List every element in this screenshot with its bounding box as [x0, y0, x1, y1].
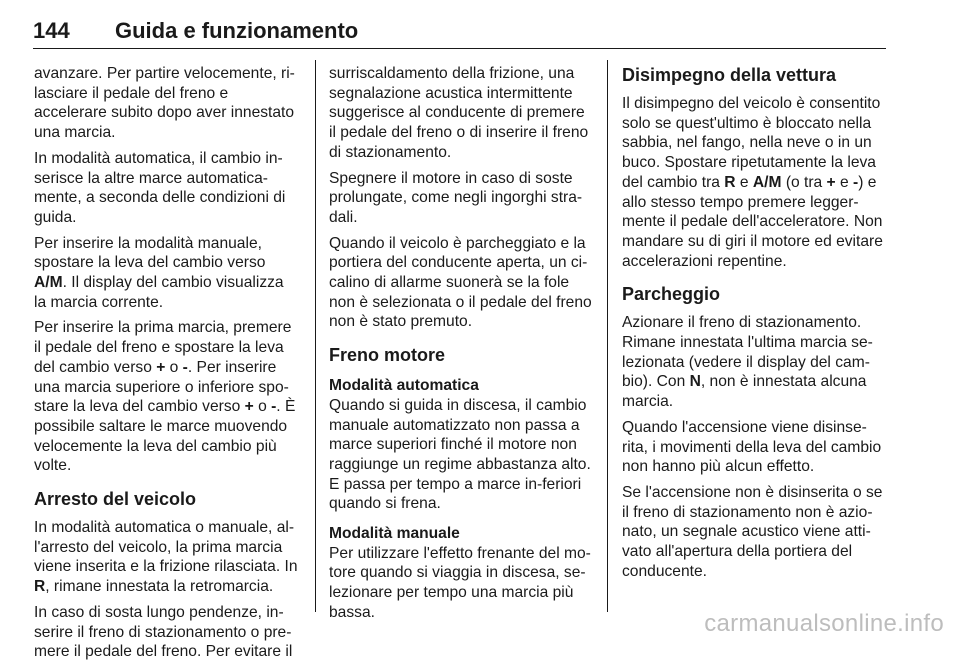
- paragraph: Spegnere il motore in caso di soste prolungate, come negli ingorghi stra-dali.: [329, 169, 583, 226]
- paragraph: Per inserire la prima marcia, premere il pedale del freno e spostare la leva del cambio verso + o -. Per inserire una marcia superiore o inferiore spo-stare la leva del cambio verso + o -. È possibile saltare le marce muovendo velocemente la leva del cambio più volte.: [34, 319, 296, 475]
- paragraph: Azionare il freno di stazionamento. Rimane innestata l'ultima marcia se-lezionata (vedere il display del cam-bio). Con N, non è innestata alcuna marcia.: [622, 314, 873, 411]
- subheading-modalita-manuale: Modalità manuale: [329, 525, 460, 543]
- paragraph: In modalità automatica o manuale, al-l'arresto del veicolo, la prima marcia viene inserita e la frizione rilasciata. In R, rimane innestata la retromarcia.: [34, 519, 298, 596]
- paragraph: Quando il veicolo è parcheggiato e la portiera del conducente aperta, un ci-calino di allarme suonerà se la fole non è selezionata o il pedale del freno non è stato premuto.: [329, 234, 592, 331]
- paragraph: avanzare. Per partire velocemente, ri-lasciare il pedale del freno e accelerare subito dopo aver innestato una marcia.: [34, 65, 295, 142]
- paragraph: Per utilizzare l'effetto frenante del mo-tore quando si viaggia in discesa, se-lezionare per tempo una marcia più bassa.: [329, 544, 591, 621]
- section-heading-freno-motore: Freno motore: [329, 345, 446, 366]
- page-title: Guida e funzionamento: [115, 18, 359, 43]
- column-divider: [607, 60, 608, 612]
- paragraph: In modalità automatica, il cambio in-serisce la altre marce automatica-mente, a seconda delle condizioni di guida.: [34, 149, 286, 226]
- paragraph: In caso di sosta lungo pendenze, in-serire il freno di stazionamento o pre-mere il pedale del freno. Per evitare il: [34, 603, 293, 661]
- column-divider: [315, 60, 316, 612]
- paragraph: surriscaldamento della frizione, una segnalazione acustica intermittente suggerisce al conducente di premere il pedale del freno o di inserire il freno di stazionamento.: [329, 65, 589, 161]
- section-heading-arresto: Arresto del veicolo: [34, 489, 197, 510]
- paragraph: Se l'accensione non è disinserita o se il freno di stazionamento non è azio-nato, un segnale acustico viene atti-vato all'apertura della portiera del conducente.: [622, 483, 883, 580]
- column-1: [34, 64, 300, 668]
- paragraph: Il disimpegno del veicolo è consentito solo se quest'ultimo è bloccato nella sabbia, nel fango, nella neve o in un buco. Spostare ripetutamente la leva del cambio tra R e A/M (o tra + e -) e allo stesso tempo premere legger-mente il pedale dell'acceleratore. Non mandare su di giri il motore ed evitare accelerazioni repentine.: [622, 95, 883, 270]
- page-header: [33, 14, 886, 49]
- paragraph: Quando l'accensione viene disinse-rita, i movimenti della leva del cambio non hanno più alcun effetto.: [622, 418, 882, 476]
- paragraph: Per inserire la modalità manuale, spostare la leva del cambio verso A/M. Il display del cambio visualizza la marcia corrente.: [34, 234, 284, 311]
- section-heading-disimpegno: Disimpegno della vettura: [622, 65, 837, 85]
- subheading-modalita-automatica: Modalità automatica: [329, 377, 479, 395]
- page-number: 144: [33, 18, 70, 43]
- paragraph: Quando si guida in discesa, il cambio manuale automatizzato non passa a marce superiori finché il motore non raggiunge un regime abbastanza alto. E passa per tempo a marce in-feriori quando si frena.: [329, 396, 591, 513]
- column-3: [622, 64, 887, 587]
- column-2: [329, 64, 595, 629]
- section-heading-parcheggio: Parcheggio: [622, 284, 721, 305]
- watermark: carmanualsonline.info: [704, 610, 944, 637]
